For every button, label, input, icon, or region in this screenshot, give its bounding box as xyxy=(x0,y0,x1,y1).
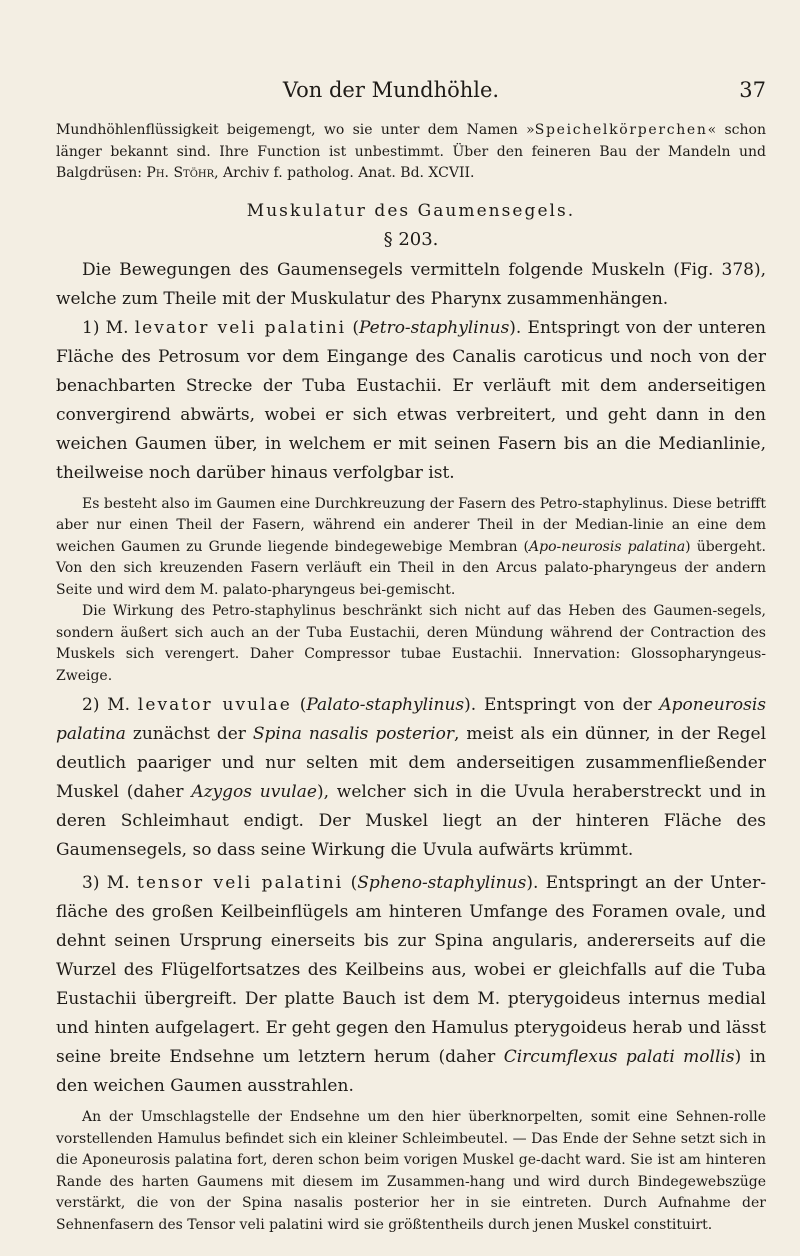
spaced-term: Speichelkörperchen xyxy=(534,122,708,138)
lead-paragraph: Die Bewegungen des Gaumensegels vermitteln folgende Muskeln (Fig. 378), welche zum Theile mit der Muskulatur des Pharynx zusammenhängen. xyxy=(56,259,766,309)
muscle-name: levator uvulae xyxy=(137,695,292,715)
section-heading: Muskulatur des Gaumensegels. xyxy=(246,200,576,221)
note-paragraph-3: An der Umschlagstelle der Endsehne um den hier überknorpelten, somit eine Sehnen-rolle vorstellenden Hamulus befindet sich ein kleiner Schleimbeutel. — Das Ende der Sehne setzt sich in die Aponeurosis palatina fort, deren schon beim vorigen Muskel ge-dacht ward. Sie ist am hinteren Rande des harten Gaumens mit diesem im Zusammen-hang und wird durch Bindegewebszüge verstärkt, die von der Spina nasalis posterior her in sie eintreten. Durch Aufnahme der Sehnenfasern des Tensor veli palatini wird sie größtentheils durch jenen Muskel constituirt. xyxy=(56,1109,766,1233)
intro-paragraph: Mundhöhlenflüssigkeit beigemengt, wo sie unter dem Namen »Speichelkörperchen« schon länger bekannt sind. Ihre Function ist unbestimmt. Über den feineren Bau der Mandeln und Balgdrüsen: Ph. Stöhr, Archiv f. patholog. Anat. Bd. XCVII. xyxy=(56,122,766,181)
note-paragraph-1: Es besteht also im Gaumen eine Durchkreuzung der Fasern des Petro-staphylinus. Diese betrifft aber nur einen Theil der Fasern, während ein anderer Theil in der Median-linie an eine dem weichen Gaumen zu Grunde liegende bindegewebige Membran (Apo-neurosis palatina) übergeht. Von den sich kreuzenden Fasern verläuft ein Theil in den Arcus palato-pharyngeus der andern Seite und wird dem M. palato-pharyngeus bei-gemischt. xyxy=(56,495,766,598)
synonym: Petro-staphylinus xyxy=(359,317,510,338)
author-name: Ph. Stöhr xyxy=(146,165,215,181)
synonym: Palato-staphylinus xyxy=(306,695,465,715)
muscle-1-paragraph: 1) M. levator veli palatini (Petro-staphylinus). Entspringt von der unteren Fläche des Petrosum vor dem Eingange des Canalis caroticus und noch von der benachbarten Strecke der Tuba Eustachii. Er verläuft mit dem anderseitigen convergirend abwärts, wobei er sich etwas verbreitert, und geht dann in den weichen Gaumen über, in welchem er mit seinen Fasern bis an die Medianlinie, theilweise noch darüber hinaus verfolgbar ist. xyxy=(56,317,766,483)
muscle-3-paragraph: 3) M. tensor veli palatini (Spheno-staphylinus). Entspringt an der Unter-fläche des großen Keilbeinflügels am hinteren Umfange des Foramen ovale, und dehnt seinen Ursprung einerseits bis zur Spina angularis, andererseits auf die Wurzel des Flügelfortsatzes des Keilbeins aus, wobei er gleichfalls auf die Tuba Eustachii übergreift. Der platte Bauch ist dem M. pterygoideus internus medial und hinten aufgelagert. Er geht gegen den Hamulus pterygoideus herab und lässt seine breite Endsehne um letztern herum (daher Circumflexus palati mollis) in den weichen Gaumen ausstrahlen. xyxy=(56,873,766,1096)
page-body xyxy=(56,120,766,1236)
muscle-name: tensor veli palatini xyxy=(136,873,344,893)
page-header xyxy=(56,78,766,108)
muscle-2-paragraph: 2) M. levator uvulae (Palato-staphylinus). Entspringt von der Aponeurosis palatina zunächst der Spina nasalis posterior, meist als ein dünner, in der Regel deutlich paariger und nur selten mit dem anderseitigen zusammenfließender Muskel (daher Azygos uvulae), welcher sich in die Uvula heraberstreckt und in deren Schleimhaut endigt. Der Muskel liegt an der hinteren Fläche des Gaumensegels, so dass seine Wirkung die Uvula aufwärts krümmt. xyxy=(56,695,767,860)
note-paragraph-2: Die Wirkung des Petro-staphylinus beschränkt sich nicht auf das Heben des Gaumen-segels, sondern äußert sich auch an der Tuba Eustachii, deren Mündung während der Contraction des Muskels sich verengert. Daher Compressor tubae Eustachii. Innervation: Glossopharyngeus-Zweige. xyxy=(56,603,766,684)
page-number: 37 xyxy=(739,78,766,102)
synonym: Spheno-staphylinus xyxy=(357,873,527,893)
section-number: § 203. xyxy=(383,228,439,250)
muscle-name: levator veli palatini xyxy=(134,317,347,338)
running-head: Von der Mundhöhle. xyxy=(282,78,500,102)
